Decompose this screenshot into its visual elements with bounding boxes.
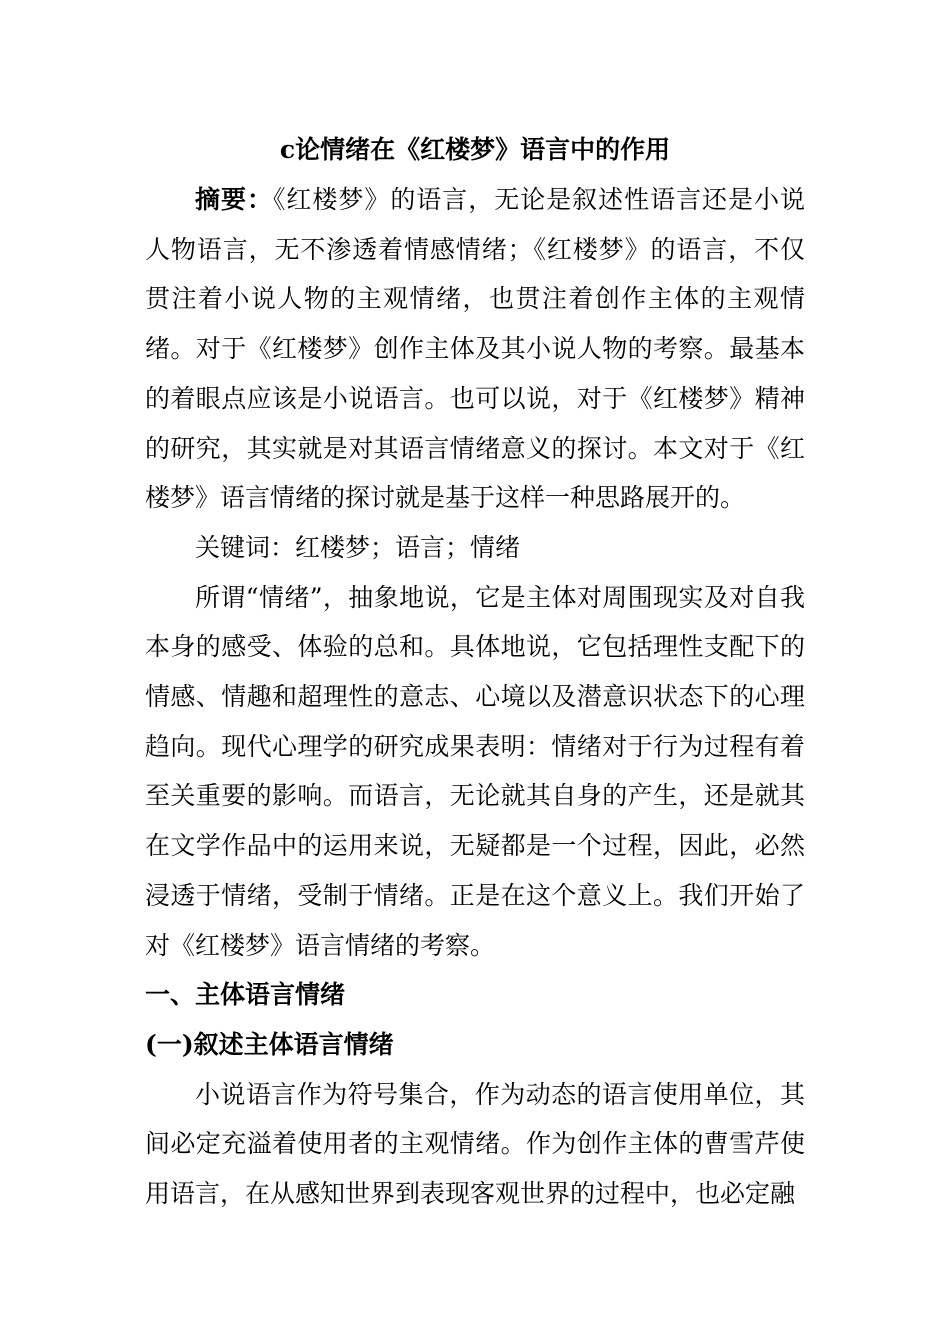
document-body <box>145 175 805 1219</box>
subsection-heading: (一)叙述主体语言情绪 <box>145 1029 394 1059</box>
abstract-label: 摘要： <box>195 185 273 214</box>
keywords-line: 关键词：红楼梦；语言；情绪 <box>195 532 521 562</box>
abstract-text: 《红楼梦》的语言，无论是叙述性语言还是小说人物语言，无不渗透着情感情绪；《红楼梦》的语言，不仅贯注着小说人物的主观情绪，也贯注着创作主体的主观情绪。对于《红楼梦》创作主体及其小说人物的考察。最基本的着眼点应该是小说语言。也可以说，对于《红楼梦》精神的研究，其实就是对其语言情绪意义的探讨。本文对于《红楼梦》语言情绪的探讨就是基于这样一种思路展开的。 <box>145 185 805 513</box>
document-title: c论情绪在《红楼梦》语言中的作用 <box>279 135 671 164</box>
section-paragraph: 小说语言作为符号集合，作为动态的语言使用单位，其间必定充溢着使用者的主观情绪。作为创作主体的曹雪芹使用语言，在从感知世界到表现客观世界的过程中，也必定融 <box>145 1079 805 1209</box>
intro-paragraph: 所谓“情绪”，抽象地说，它是主体对周围现实及对自我本身的感受、体验的总和。具体地说，它包括理性支配下的情感、情趣和超理性的意志、心境以及潜意识状态下的心理趋向。现代心理学的研究成果表明：情绪对于行为过程有着至关重要的影响。而语言，无论就其自身的产生，还是就其在文学作品中的运用来说，无疑都是一个过程，因此，必然浸透于情绪，受制于情绪。正是在这个意义上。我们开始了对《红楼梦》语言情绪的考察。 <box>145 582 805 960</box>
section-heading: 一、主体语言情绪 <box>145 980 346 1010</box>
abstract-paragraph <box>145 175 805 523</box>
